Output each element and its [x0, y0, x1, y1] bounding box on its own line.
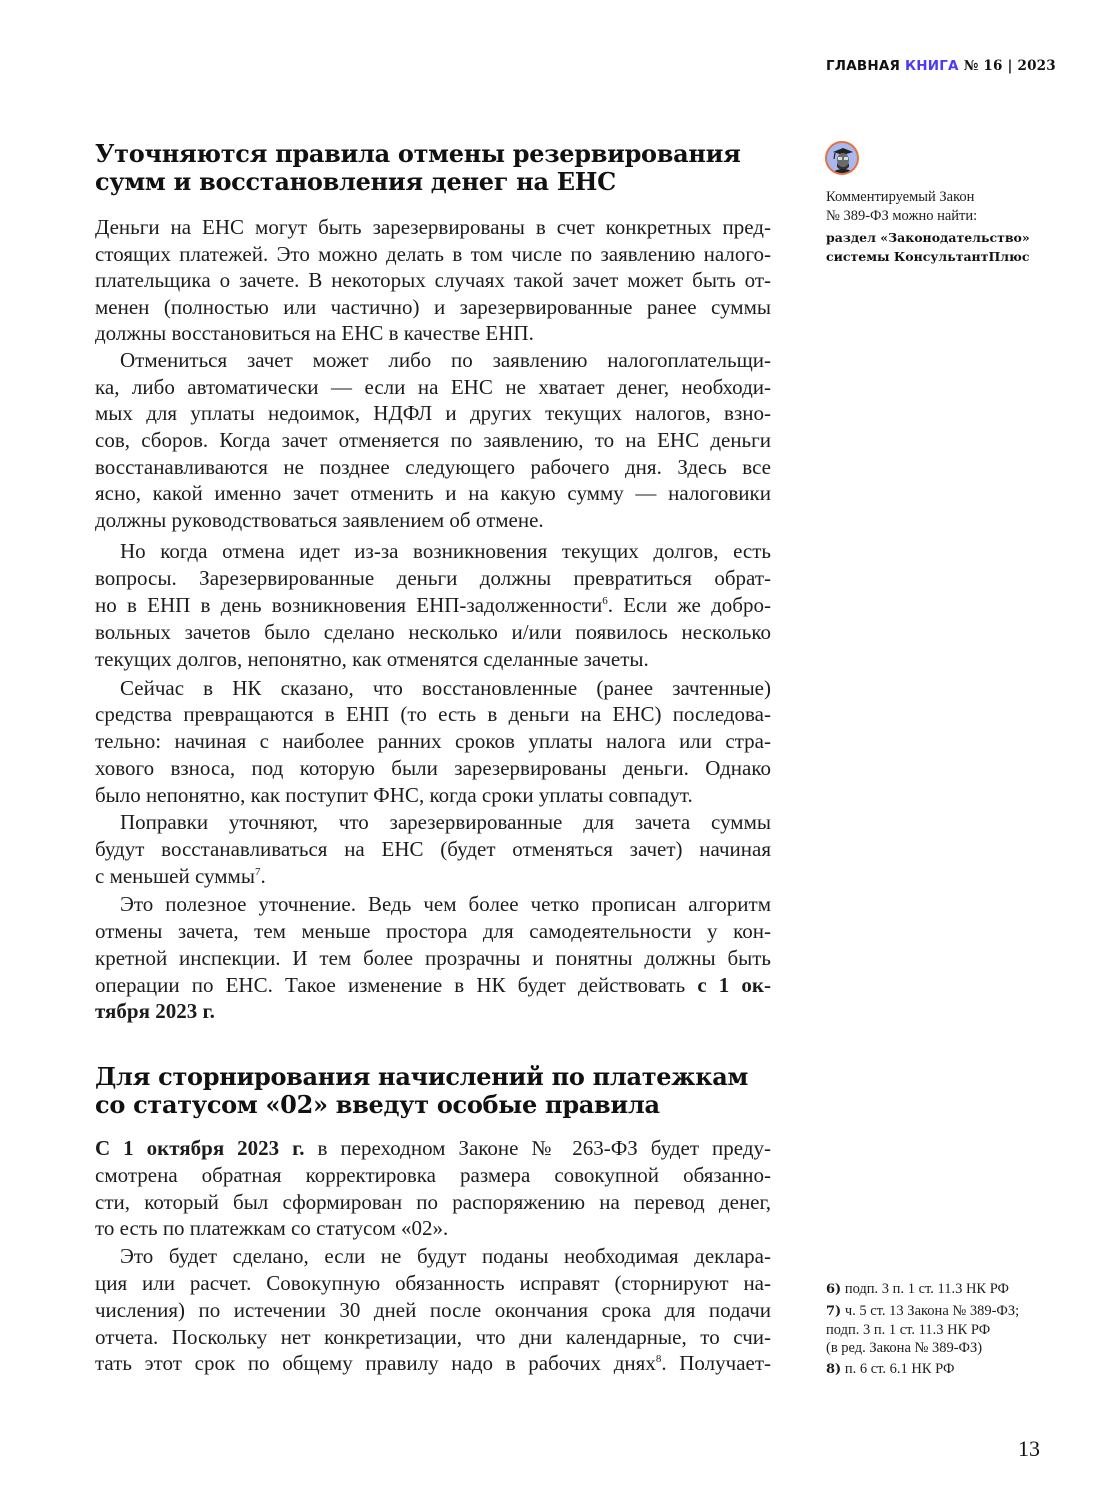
footnote-text: подп. 3 п. 1 ст. 11.3 НК РФ	[844, 1281, 1010, 1297]
footnote-number: 7)	[826, 1304, 842, 1319]
text-span: . Получает-	[661, 1351, 771, 1375]
text-line	[95, 998, 771, 1024]
text-span: . Если же добро-	[607, 593, 771, 617]
footnote-text: подп. 3 п. 1 ст. 11.3 НК РФ	[826, 1322, 991, 1338]
bold-date: с 1 ок-	[697, 973, 771, 997]
text-line: смотрена обратная корректировка размера совокупной обязанно-	[95, 1163, 771, 1187]
sidebar-reference	[826, 228, 1030, 266]
footnote-ref-8[interactable]: 8	[655, 1353, 662, 1365]
bold-date: тября 2023 г.	[95, 999, 215, 1023]
masthead-title: ГЛАВНАЯ	[826, 58, 901, 74]
text-line: было непонятно, как поступит ФНС, когда сроки уплаты совпадут.	[95, 783, 693, 807]
text-line	[95, 1135, 771, 1161]
text-line: должны восстановиться на ЕНС в качестве ЕНП.	[95, 321, 534, 345]
section1-title-line: сумм и восстановления денег на ЕНС	[95, 167, 616, 196]
text-line	[95, 972, 771, 998]
text-line: текущих долгов, непонятно, как отменятся сделанные зачеты.	[95, 647, 649, 671]
footnote-number: 8)	[826, 1362, 842, 1377]
masthead	[826, 58, 1056, 74]
text-line: сти, который был сформирован по распоряжению на перевод денег,	[95, 1190, 771, 1214]
text-line	[95, 1350, 771, 1376]
text-line: сов, сборов. Когда зачет отменяется по заявлению, то на ЕНС деньги	[95, 428, 771, 452]
text-line: мых для уплаты недоимок, НДФЛ и других текущих налогов, взно-	[95, 401, 771, 425]
text-line: кретной инспекции. И тем более прозрачны и понятны должны быть	[95, 946, 771, 970]
footnote-8	[826, 1360, 954, 1379]
text-line: отчета. Поскольку нет конкретизации, что дни календарные, то счи-	[95, 1325, 771, 1349]
text-line: будут восстанавливаться на ЕНС (будет отменяться зачет) начиная	[95, 837, 771, 861]
text-line: ция или расчет. Совокупную обязанность исправят (сторнируют на-	[95, 1271, 771, 1295]
text-line: Это полезное уточнение. Ведь чем более четко прописан алгоритм	[120, 892, 771, 916]
section1-title-line: Уточняются правила отмены резервирования	[95, 139, 741, 168]
text-line: Это будет сделано, если не будут поданы необходимая деклара-	[120, 1244, 771, 1268]
text-line: отмены зачета, тем меньше простора для самодеятельности у кон-	[95, 919, 771, 943]
text-line: Деньги на ЕНС могут быть зарезервированы в счет конкретных пред-	[95, 215, 771, 239]
text-line: числения) по истечении 30 дней после окончания срока для подачи	[95, 1298, 771, 1322]
text-line: средства превращаются в ЕНП (то есть в деньги на ЕНС) последова-	[95, 702, 771, 726]
text-span: тать этот срок по общему правилу надо в рабочих днях	[95, 1351, 656, 1375]
text-line	[95, 863, 771, 889]
footnote-ref-6[interactable]: 6	[602, 595, 608, 607]
text-line: восстанавливаются не позднее следующего рабочего дня. Здесь все	[95, 455, 771, 479]
footnote-6	[826, 1280, 1009, 1299]
text-span: но в ЕНП в день возникновения ЕНП-задолженности	[95, 593, 603, 617]
text-line: ка, либо автоматически — если на ЕНС не хватает денег, необходи-	[95, 375, 771, 399]
text-line: вольных зачетов было сделано несколько и/или появилось несколько	[95, 620, 771, 644]
sidebar-note-line: № 389-ФЗ можно найти:	[826, 208, 978, 224]
footnote-ref-7[interactable]: 7	[254, 866, 261, 878]
sidebar-reference-line: системы КонсультантПлюс	[826, 249, 1030, 264]
masthead-issue: № 16 | 2023	[963, 58, 1056, 74]
professor-avatar-graphic	[827, 143, 857, 173]
text-line: Отмениться зачет может либо по заявлению налогоплательщи-	[120, 348, 771, 372]
text-line: тельно: начиная с наиболее ранних сроков уплаты налога или стра-	[95, 729, 771, 753]
text-line: хового взноса, под которую были зарезервированы деньги. Однако	[95, 756, 771, 780]
masthead-title-accent: КНИГА	[905, 58, 959, 74]
text-span: с меньшей суммы	[95, 864, 255, 888]
text-line: плательщика о зачете. В некоторых случаях такой зачет может быть от-	[95, 268, 771, 292]
text-line: Поправки уточняют, что зарезервированные для зачета суммы	[120, 810, 771, 834]
text-line: Сейчас в НК сказано, что восстановленные (ранее зачтенные)	[120, 676, 771, 700]
sidebar-reference-line: раздел «Законодательство»	[826, 230, 1030, 245]
text-line: менен (полностью или частично) и зарезервированные ранее суммы	[95, 295, 771, 319]
section2-title-line: со статусом «02» введут особые правила	[95, 1090, 660, 1119]
page-number: 13	[1018, 1436, 1040, 1461]
text-line: ясно, какой именно зачет отменить и на какую сумму — налоговики	[95, 481, 771, 505]
section2-title-line: Для сторнирования начислений по платежкам	[95, 1062, 749, 1091]
sidebar-note-line: Комментируемый Закон	[826, 189, 975, 205]
text-span: операции по ЕНС. Такое изменение в НК будет действовать	[95, 973, 698, 997]
text-line: стоящих платежей. Это можно делать в том числе по заявлению налого-	[95, 242, 771, 266]
text-line: Но когда отмена идет из-за возникновения текущих долгов, есть	[120, 539, 771, 563]
text-line	[95, 592, 771, 618]
footnote-text: п. 6 ст. 6.1 НК РФ	[844, 1361, 955, 1377]
text-line: должны руководствоваться заявлением об отмене.	[95, 508, 544, 532]
text-span: .	[260, 864, 266, 888]
footnote-7	[826, 1302, 1019, 1357]
bold-date: С 1 октября 2023 г.	[95, 1136, 305, 1160]
professor-avatar-icon	[825, 141, 859, 175]
footnote-text: (в ред. Закона № 389-ФЗ)	[826, 1340, 983, 1356]
footnote-text: ч. 5 ст. 13 Закона № 389-ФЗ;	[844, 1303, 1020, 1319]
text-line: то есть по платежкам со статусом «02».	[95, 1216, 449, 1240]
footnote-number: 6)	[826, 1282, 842, 1297]
text-line: вопросы. Зарезервированные деньги должны превратиться обрат-	[95, 566, 771, 590]
text-span: в переходном Законе № 263-ФЗ будет преду-	[304, 1136, 771, 1160]
sidebar-note	[826, 188, 977, 226]
